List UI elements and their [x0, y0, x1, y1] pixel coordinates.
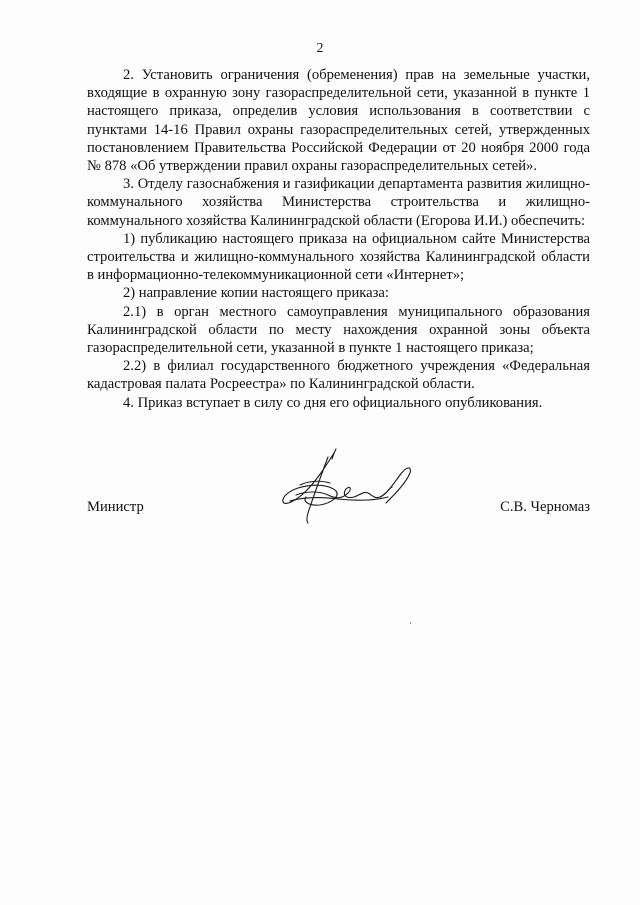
signature-block — [87, 498, 590, 518]
paragraph-3-item-2-1: 2.1) в орган местного самоуправления муниципального образования Калининградской области по месту нахождения охранной зоны объекта газораспределительной сети, указанной в пункте 1 настоящего приказа; — [87, 303, 590, 357]
paragraph-3-item-1: 1) публикацию настоящего приказа на официальном сайте Министерства строительства и жилищно-коммунального хозяйства Калининградской области в информационно-телекоммуникационной сети «Интернет»; — [87, 230, 590, 284]
paragraph-3-item-2: 2) направление копии настоящего приказа: — [123, 285, 389, 302]
paragraph-3: 3. Отделу газоснабжения и газификации департамента развития жилищно-коммунального хозяйства Министерства строительства и жилищно-коммунального хозяйства Калининградской области (Егорова И.И.) обеспечить: — [87, 176, 590, 229]
signatory-title: Министр — [87, 499, 144, 515]
document-body — [87, 66, 590, 412]
paragraph-2: 2. Установить ограничения (обременения) прав на земельные участки, входящие в охранную зону газораспределительной сети, указанной в пункте 1 настоящего приказа, определив условия использования в соответствии с пунктами 14-16 Правил охраны газораспределительных сетей, утвержденных постановлением Правительства Российской Федерации от 20 ноября 2000 года № 878 «Об утверждении правил охраны газораспределительных сетей». — [87, 67, 590, 175]
paragraph-4: 4. Приказ вступает в силу со дня его официального опубликования. — [123, 394, 543, 411]
signatory-name: С.В. Черномаз — [500, 499, 590, 515]
paragraph-3-item-2-2: 2.2) в филиал государственного бюджетного учреждения «Федеральная кадастровая палата Росреестра» по Калининградской области. — [87, 358, 590, 393]
page-number: 2 — [316, 41, 324, 56]
scan-speck — [410, 622, 411, 624]
